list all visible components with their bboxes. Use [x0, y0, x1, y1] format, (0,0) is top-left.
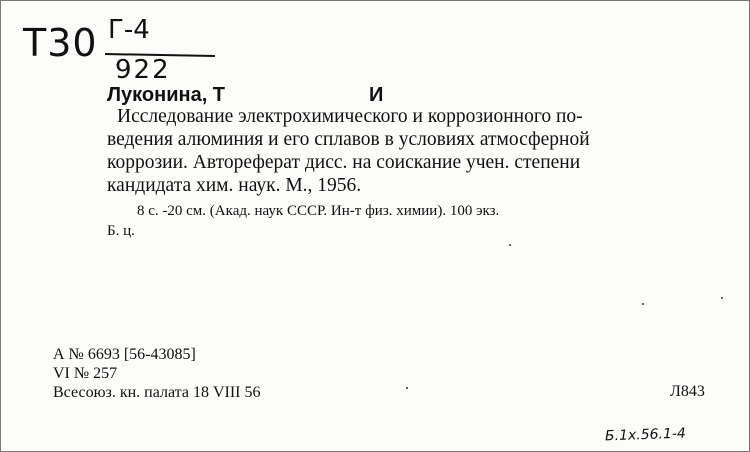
shelf-mark: [23, 15, 223, 85]
description-block: [107, 105, 717, 197]
shelf-mark-denominator: 922: [115, 55, 171, 85]
registration-line: Всесоюз. кн. палата 18 VIII 56: [53, 384, 261, 401]
registration-line: А № 6693 [56-43085]: [53, 346, 196, 363]
shelf-mark-numerator: Г-4: [108, 15, 150, 45]
description-line: коррозии. Автореферат дисс. на соискание учен. степени: [107, 152, 581, 173]
handwritten-note: Б.1х.56.1-4: [604, 425, 687, 445]
author-heading: Луконина, Т: [107, 84, 226, 106]
registration-block: [53, 345, 260, 402]
ink-speck: [406, 387, 408, 389]
author-initial: И: [369, 84, 384, 106]
ink-speck: [642, 303, 644, 305]
heading: [107, 84, 384, 107]
ink-speck: [721, 297, 723, 299]
collation-line: 8 с. -20 см. (Акад. наук СССР. Ин-т физ. химии). 100 экз.: [137, 203, 500, 219]
collation-line: Б. ц.: [107, 223, 135, 239]
description-line: ведения алюминия и его сплавов в условиях атмосферной: [107, 129, 590, 150]
ink-speck: [509, 244, 511, 246]
collation-block: [107, 201, 727, 241]
description-line: Исследование электрохимического и коррозионного по-: [117, 106, 583, 127]
card-number: Л843: [670, 383, 705, 400]
description-line: кандидата хим. наук. М., 1956.: [107, 175, 362, 196]
registration-line: VI № 257: [53, 365, 118, 382]
shelf-mark-prefix: Т30: [23, 21, 98, 65]
